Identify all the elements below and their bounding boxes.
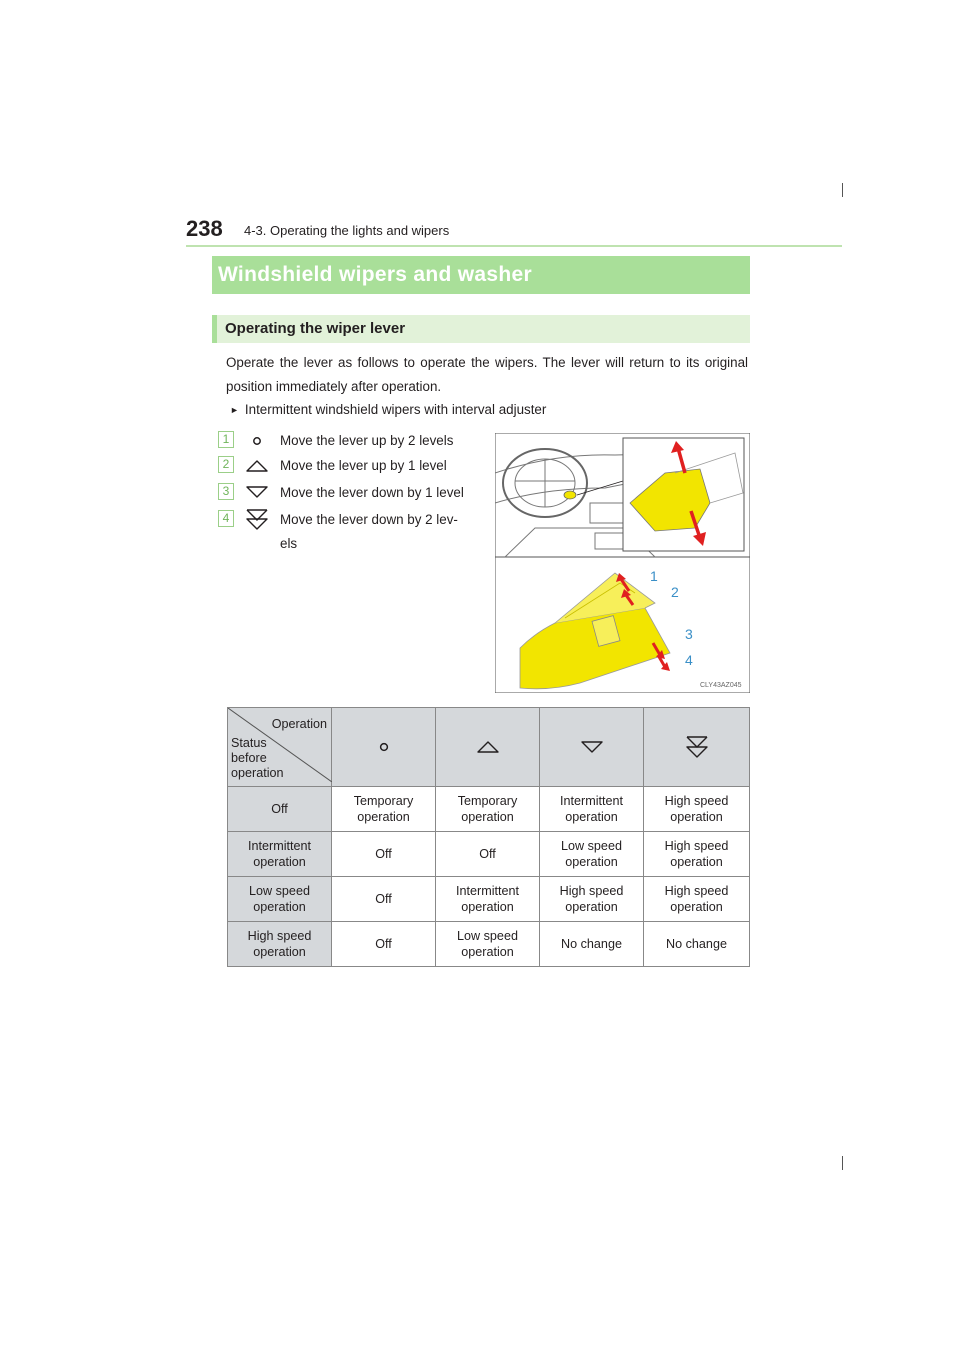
header-rule xyxy=(186,245,842,247)
corner-status-label: Status before operation xyxy=(231,736,284,780)
table-cell: Low speed operation xyxy=(540,832,644,877)
page-number: 238 xyxy=(186,216,223,241)
column-header-caret-down xyxy=(540,708,644,787)
section-title: Windshield wipers and washer xyxy=(212,256,750,294)
illustration-callout-1: 1 xyxy=(650,568,658,584)
table-row xyxy=(228,787,750,832)
position-label: Move the lever down by 1 level xyxy=(280,485,464,500)
subsection-title: Operating the wiper lever xyxy=(212,315,750,343)
table-cell: Intermittent operation xyxy=(436,877,540,922)
illustration-callout-3: 3 xyxy=(685,626,693,642)
table-row xyxy=(228,877,750,922)
table-row xyxy=(228,832,750,877)
illustration-code: CLY43AZ045 xyxy=(700,682,742,689)
table-cell: Temporary operation xyxy=(436,787,540,832)
table-corner-cell xyxy=(228,708,332,787)
table-cell: Low speed operation xyxy=(436,922,540,967)
row-status: Low speed operation xyxy=(228,877,332,922)
caret-up-symbol-icon xyxy=(473,736,503,758)
caret-down-symbol-icon xyxy=(577,736,607,758)
position-label: Move the lever down by 2 lev- els xyxy=(280,512,458,551)
table-cell: Off xyxy=(332,832,436,877)
caret-up-symbol-icon xyxy=(242,454,272,476)
column-header-caret-up xyxy=(436,708,540,787)
column-header-double-caret-down xyxy=(644,708,750,787)
table-cell: No change xyxy=(644,922,750,967)
caret-down-symbol-icon xyxy=(242,481,272,503)
table-cell: Off xyxy=(436,832,540,877)
table-cell: Off xyxy=(332,877,436,922)
bullet-text: Intermittent windshield wipers with interval adjuster xyxy=(244,402,547,417)
wiper-lever-illustration xyxy=(495,433,750,693)
crop-mark-top xyxy=(842,183,843,197)
row-status: Off xyxy=(228,787,332,832)
table-cell: High speed operation xyxy=(540,877,644,922)
table-cell: High speed operation xyxy=(644,787,750,832)
double-caret-down-symbol-icon xyxy=(682,735,712,759)
circle-symbol-icon xyxy=(369,736,399,758)
illustration-callout-4: 4 xyxy=(685,652,693,668)
position-number: 4 xyxy=(218,510,234,527)
circle-symbol-icon xyxy=(242,429,272,451)
bullet-item xyxy=(230,400,546,420)
table-cell: No change xyxy=(540,922,644,967)
position-label: Move the lever up by 2 levels xyxy=(280,433,454,448)
position-number: 2 xyxy=(218,456,234,473)
double-caret-down-symbol-icon xyxy=(242,508,272,530)
table-cell: High speed operation xyxy=(644,832,750,877)
table-cell: Intermittent operation xyxy=(540,787,644,832)
table-cell: High speed operation xyxy=(644,877,750,922)
table-row xyxy=(228,922,750,967)
position-number: 1 xyxy=(218,431,234,448)
running-head: 4-3. Operating the lights and wipers xyxy=(244,223,450,238)
column-header-circle xyxy=(332,708,436,787)
row-status: Intermittent operation xyxy=(228,832,332,877)
triangle-bullet-icon: ► xyxy=(230,405,239,415)
position-number: 3 xyxy=(218,483,234,500)
table-header-row xyxy=(228,708,750,787)
position-label: Move the lever up by 1 level xyxy=(280,458,447,473)
corner-operation-label: Operation xyxy=(271,717,327,731)
table-cell: Off xyxy=(332,922,436,967)
table-cell: Temporary operation xyxy=(332,787,436,832)
row-status: High speed operation xyxy=(228,922,332,967)
crop-mark-bottom xyxy=(842,1156,843,1170)
illustration-callout-2: 2 xyxy=(671,584,679,600)
intro-paragraph: Operate the lever as follows to operate the wipers. The lever will return to its original position immediately after operation. xyxy=(226,355,748,394)
wiper-operation-table xyxy=(227,707,750,967)
